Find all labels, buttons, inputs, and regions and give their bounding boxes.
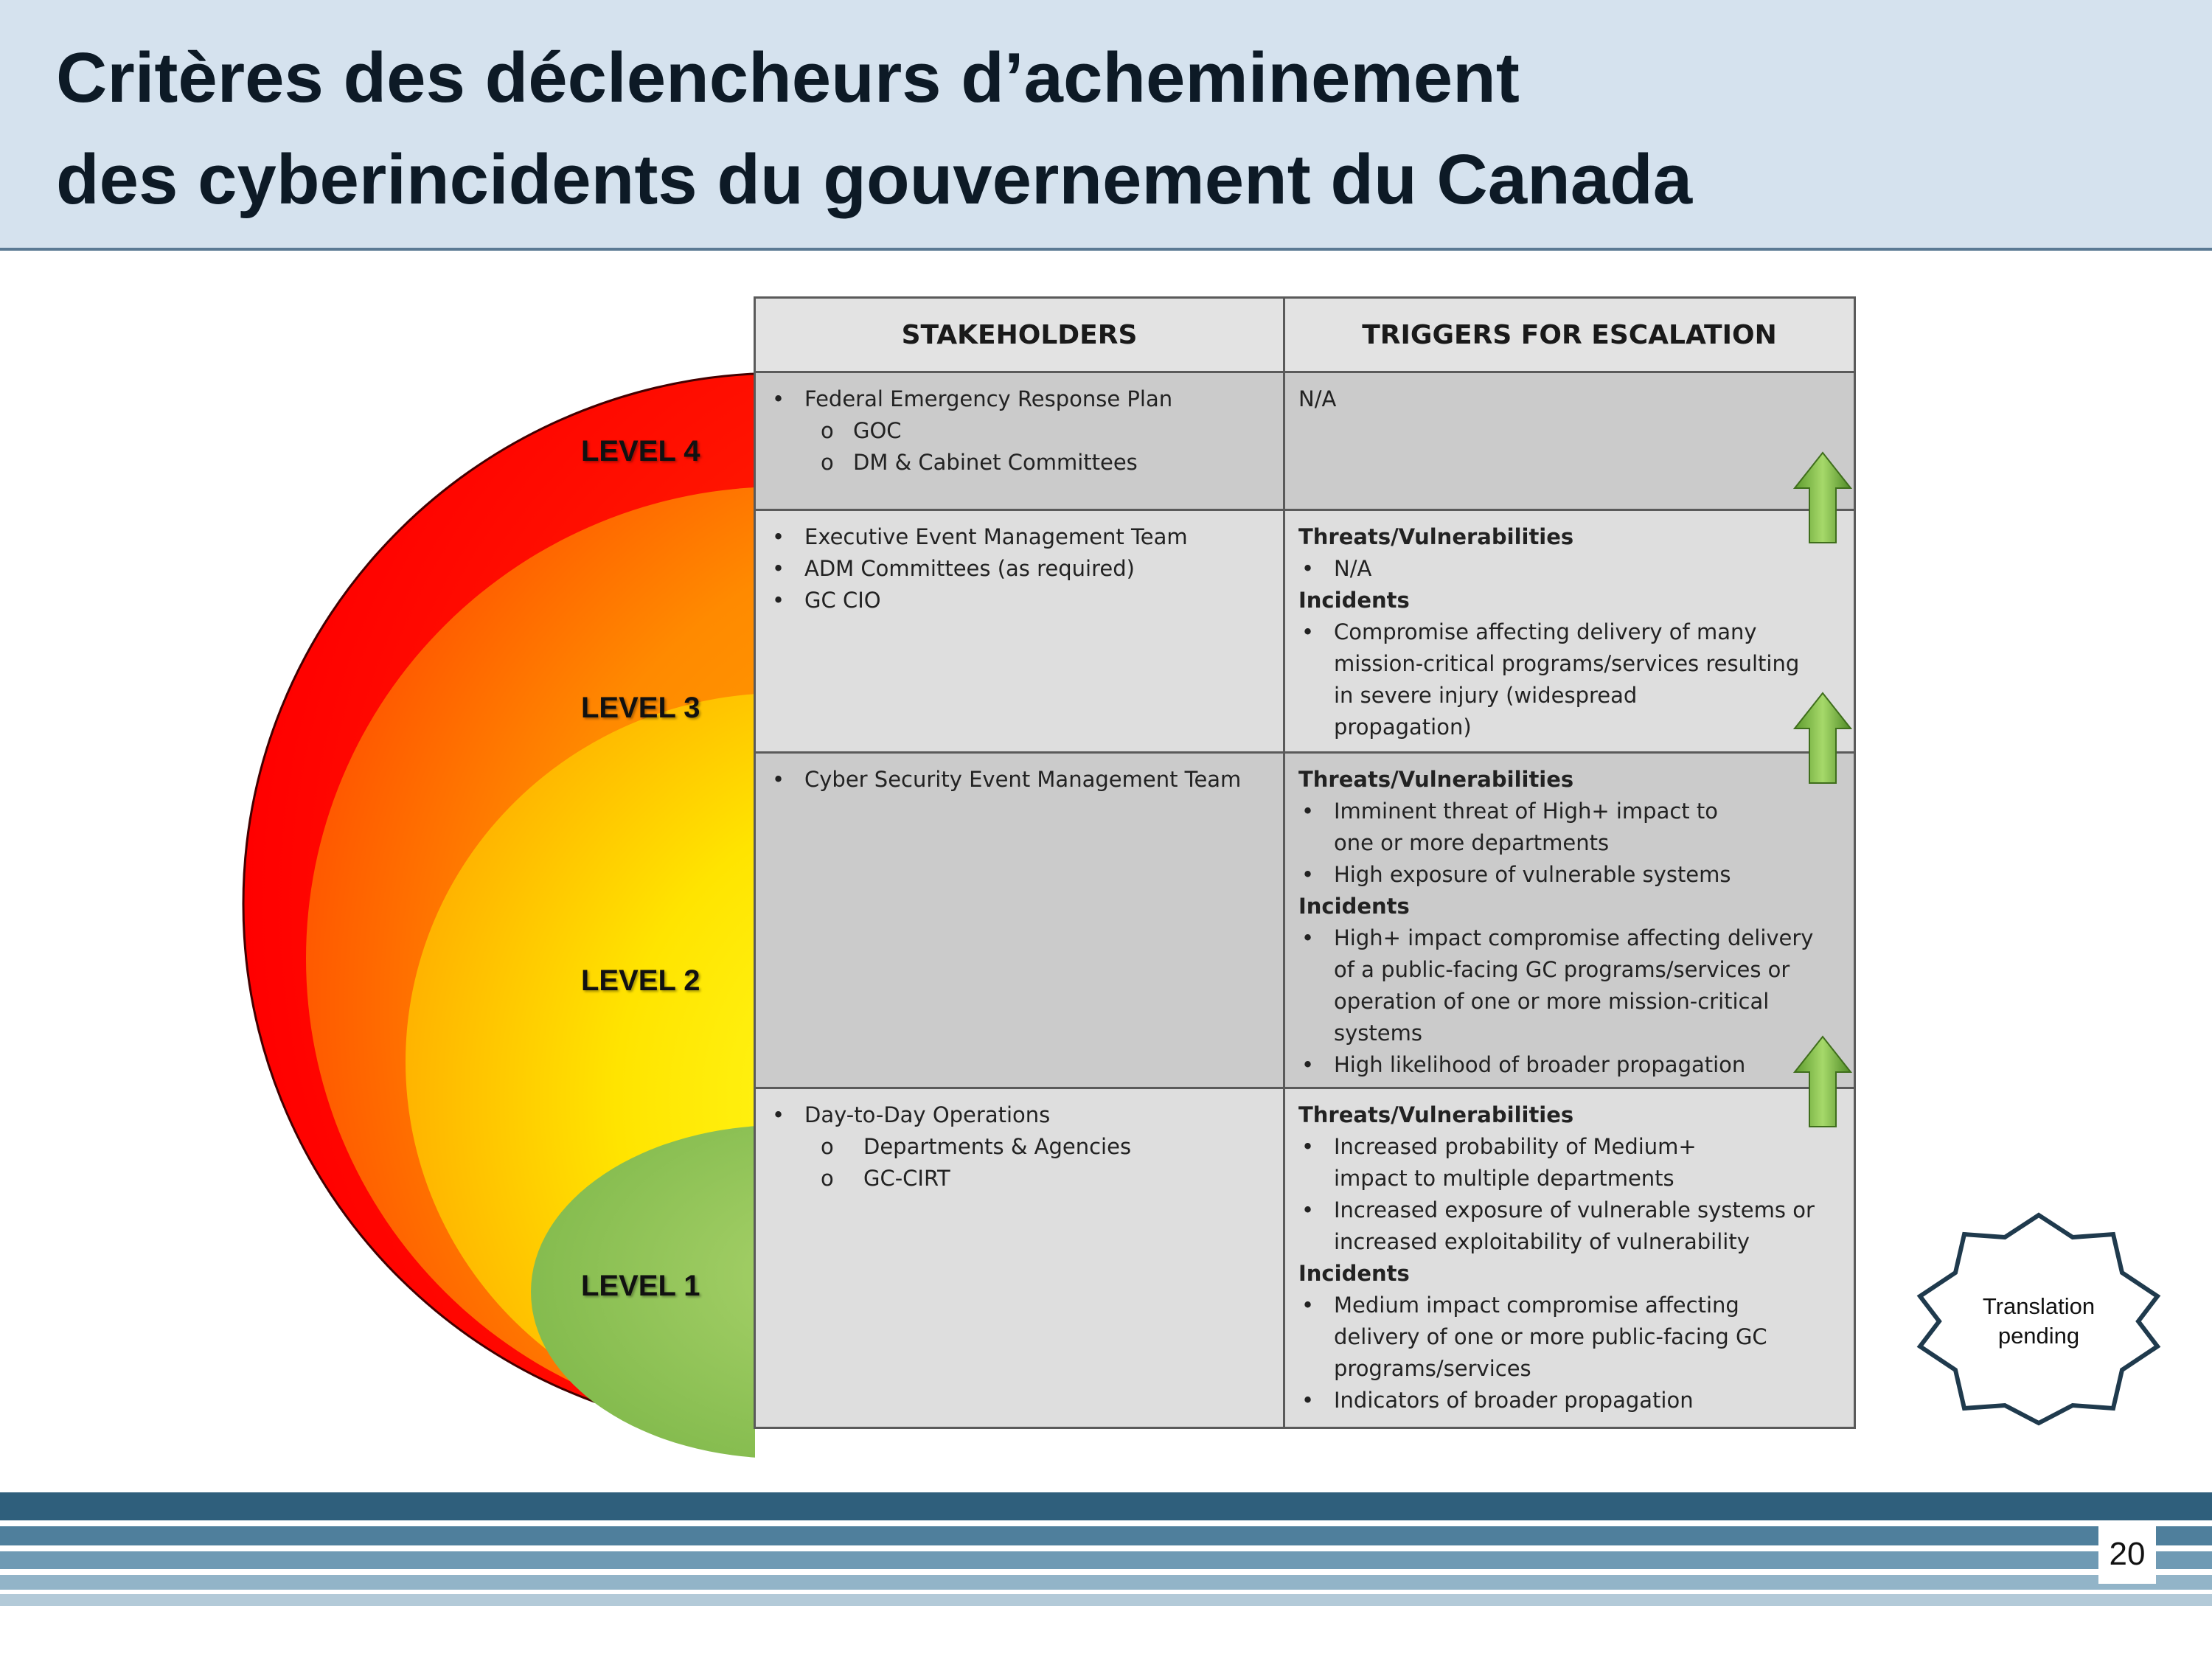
level-1-threat-2-line-2: increased exploitability of vulnerability <box>1334 1229 1750 1254</box>
level-3-threats-heading: Threats/Vulnerabilities <box>1298 524 1574 549</box>
level-1-incident-1-line-1: • Medium impact compromise affecting <box>1334 1293 1739 1318</box>
level-1-incident-1-line-3: programs/services <box>1334 1356 1531 1381</box>
level-2-threat-1-line-1: • Imminent threat of High+ impact to <box>1334 799 1719 824</box>
level-2-threat-1 <box>1298 796 1840 859</box>
footer-stripe <box>0 1526 2212 1545</box>
footer-stripe <box>0 1575 2212 1590</box>
translation-pending-text <box>1914 1292 2163 1351</box>
level-2-incident-1-line-2: of a public-facing GC programs/services or <box>1334 957 1790 982</box>
level-4-sub-dm: o DM & Cabinet Committees <box>769 447 1270 479</box>
level-3-incident-1 <box>1298 616 1840 743</box>
level-2-label: LEVEL 2 <box>581 964 700 997</box>
footer-stripe <box>0 1492 2212 1520</box>
stakeholders-header: STAKEHOLDERS <box>755 298 1284 372</box>
level-4-stakeholder: • Federal Emergency Response Plan <box>769 383 1270 415</box>
table-row-level-4 <box>755 372 1855 510</box>
up-arrow-icon <box>1793 450 1852 546</box>
level-3-threat-1: • N/A <box>1298 553 1840 585</box>
level-2-threats-heading: Threats/Vulnerabilities <box>1298 767 1574 792</box>
table-row-level-1 <box>755 1088 1855 1428</box>
level-2-incidents-heading: Incidents <box>1298 894 1410 919</box>
level-3-incident-1-line-2: mission-critical programs/services resulting <box>1334 651 1800 676</box>
level-3-incident-1-line-3: in severe injury (widespread <box>1334 683 1638 708</box>
level-2-incident-1-line-1: • High+ impact compromise affecting delivery <box>1334 925 1814 950</box>
level-1-threat-1-line-1: • Increased probability of Medium+ <box>1334 1134 1697 1159</box>
level-2-incident-1-line-3: operation of one or more mission-critical <box>1334 989 1770 1014</box>
level-1-threat-2-line-1: • Increased exposure of vulnerable systems or <box>1334 1197 1815 1222</box>
footer-stripe <box>0 1551 2212 1569</box>
level-2-threat-1-line-2: one or more departments <box>1334 830 1610 855</box>
level-2-incident-1-line-4: systems <box>1334 1020 1422 1046</box>
level-4-stakeholders-cell <box>755 372 1284 510</box>
up-arrow-icon <box>1793 1034 1852 1130</box>
slide-title-line-1: Critères des déclencheurs d’acheminement <box>56 38 1520 117</box>
table-header-row <box>755 298 1855 372</box>
up-arrow-icon <box>1793 690 1852 786</box>
triggers-header: TRIGGERS FOR ESCALATION <box>1284 298 1855 372</box>
level-3-incidents-heading: Incidents <box>1298 588 1410 613</box>
level-1-stakeholders-cell <box>755 1088 1284 1428</box>
level-1-incidents-heading: Incidents <box>1298 1261 1410 1286</box>
escalation-table <box>754 296 1856 1429</box>
level-1-incident-2: • Indicators of broader propagation <box>1298 1385 1840 1416</box>
footer-stripe <box>0 1594 2212 1606</box>
level-1-threats-heading: Threats/Vulnerabilities <box>1298 1102 1574 1127</box>
table-row-level-2 <box>755 753 1855 1088</box>
level-1-incident-1 <box>1298 1290 1840 1385</box>
level-3-incident-1-line-4: propagation) <box>1334 714 1472 740</box>
badge-line-2: pending <box>1997 1323 2080 1349</box>
title-banner <box>0 0 2212 251</box>
level-1-triggers-cell <box>1284 1088 1855 1428</box>
table-row-level-3 <box>755 510 1855 753</box>
level-1-threat-1 <box>1298 1131 1840 1194</box>
level-1-threat-1-line-2: impact to multiple departments <box>1334 1166 1674 1191</box>
level-1-sub-departments: o Departments & Agencies <box>769 1131 1270 1163</box>
level-3-stakeholder-1: • Executive Event Management Team <box>769 521 1270 553</box>
level-3-label: LEVEL 3 <box>581 692 700 724</box>
level-1-incident-1-line-2: delivery of one or more public-facing GC <box>1334 1324 1767 1349</box>
level-4-trigger: N/A <box>1298 386 1337 411</box>
level-1-threat-2 <box>1298 1194 1840 1258</box>
level-3-stakeholder-3: • GC CIO <box>769 585 1270 616</box>
level-1-stakeholder-1: • Day-to-Day Operations <box>769 1099 1270 1131</box>
level-2-stakeholder-1: • Cyber Security Event Management Team <box>769 764 1270 796</box>
slide-title-line-2: des cyberincidents du gouvernement du Canada <box>56 140 1693 219</box>
level-3-stakeholders-cell <box>755 510 1284 753</box>
level-2-stakeholders-cell <box>755 753 1284 1088</box>
level-1-label: LEVEL 1 <box>581 1270 700 1302</box>
level-2-incident-2: • High likelihood of broader propagation <box>1298 1049 1840 1081</box>
level-2-incident-1 <box>1298 922 1840 1049</box>
level-3-stakeholder-2: • ADM Committees (as required) <box>769 553 1270 585</box>
level-2-threat-2: • High exposure of vulnerable systems <box>1298 859 1840 891</box>
page-number: 20 <box>2098 1525 2156 1584</box>
level-2-triggers-cell <box>1284 753 1855 1088</box>
badge-line-1: Translation <box>1982 1293 2096 1319</box>
level-3-triggers-cell <box>1284 510 1855 753</box>
level-4-label: LEVEL 4 <box>581 435 700 467</box>
level-4-triggers-cell <box>1284 372 1855 510</box>
level-4-sub-goc: o GOC <box>769 415 1270 447</box>
level-3-incident-1-line-1: • Compromise affecting delivery of many <box>1334 619 1757 644</box>
level-1-sub-gc-cirt: o GC-CIRT <box>769 1163 1270 1194</box>
